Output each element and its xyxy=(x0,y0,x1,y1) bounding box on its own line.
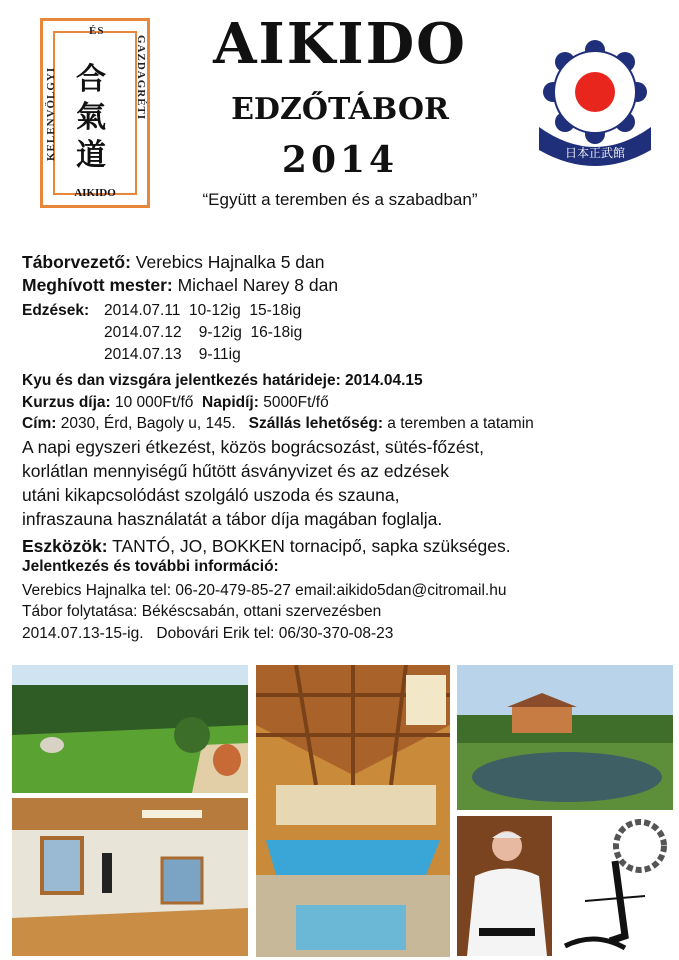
paragraph-line: A napi egyszeri étkezést, közös bográcsozást, sütés-főzést, xyxy=(22,437,485,457)
wooden-hall-pool-photo xyxy=(256,665,450,957)
shobukan-logo xyxy=(535,32,655,172)
contact-line: Verebics Hajnalka tel: 06-20-479-85-27 email:aikido5dan@citromail.hu xyxy=(22,582,507,599)
page-subtitle: EDZŐTÁBOR xyxy=(231,92,449,127)
training-row: 2014.07.13 9-11ig xyxy=(104,346,241,363)
fee-line: Kurzus díja: 10 000Ft/fő Napidíj: 5000Ft/fő xyxy=(22,394,329,411)
continue-line-2: 2014.07.13-15-ig. Dobovári Erik tel: 06/30-370-08-23 xyxy=(22,625,394,642)
address-line: Cím: 2030, Érd, Bagoly u, 145. Szállás lehetőség: a teremben a tatamin xyxy=(22,415,534,432)
paragraph-line: korlátlan mennyiségű hűtött ásványvizet és az edzések xyxy=(22,461,450,481)
page-title: AIKIDO xyxy=(213,11,467,77)
leader-value: Verebics Hajnalka 5 dan xyxy=(130,252,325,272)
master-label: Meghívott mester: xyxy=(22,275,173,295)
continue-line: Tábor folytatása: Békéscsabán, ottani szervezésben xyxy=(22,603,382,620)
paragraph-line: utáni kikapcsolódást szolgáló uszoda és szauna, xyxy=(22,485,400,505)
logo-top-word: ÉS xyxy=(89,25,105,37)
master-value: Michael Narey 8 dan xyxy=(172,275,339,295)
training-row: 2014.07.11 10-12ig 15-18ig xyxy=(104,302,302,319)
logo-left-vertical-text: KELENVÖLGYI xyxy=(45,66,57,161)
gym-room-photo xyxy=(12,798,248,956)
year-heading: 2014 xyxy=(281,139,399,181)
aikido-master-photo xyxy=(457,816,552,956)
leader-label: Táborvezető: xyxy=(22,252,131,272)
leader-line xyxy=(22,252,325,273)
contact-heading: Jelentkezés és további információ: xyxy=(22,558,279,575)
tools-line: Eszközök: TANTÓ, JO, BOKKEN tornacipő, sapka szükséges. xyxy=(22,536,511,556)
exam-deadline: Kyu és dan vizsgára jelentkezés határideje: 2014.04.15 xyxy=(22,372,423,389)
kelenvolgyi-gazdagreti-aikido-logo xyxy=(40,18,150,208)
training-row: 2014.07.12 9-12ig 16-18ig xyxy=(104,324,303,341)
training-label: Edzések: xyxy=(22,302,90,319)
ink-samurai-drawing xyxy=(555,816,673,956)
motto: “Együtt a teremben és a szabadban” xyxy=(202,190,478,209)
logo-bottom-text: AIKIDO xyxy=(74,187,116,199)
paragraph-line: infraszauna használatát a tábor díja magában foglalja. xyxy=(22,509,443,529)
aikido-kanji: 合氣道 xyxy=(76,62,106,173)
master-line xyxy=(22,275,338,296)
garden-photo xyxy=(12,665,248,793)
shobukan-text: 日本正武館 xyxy=(564,146,625,160)
house-pond-photo xyxy=(457,665,673,810)
logo-right-vertical-text: GAZDAGRÉTI xyxy=(135,35,147,121)
